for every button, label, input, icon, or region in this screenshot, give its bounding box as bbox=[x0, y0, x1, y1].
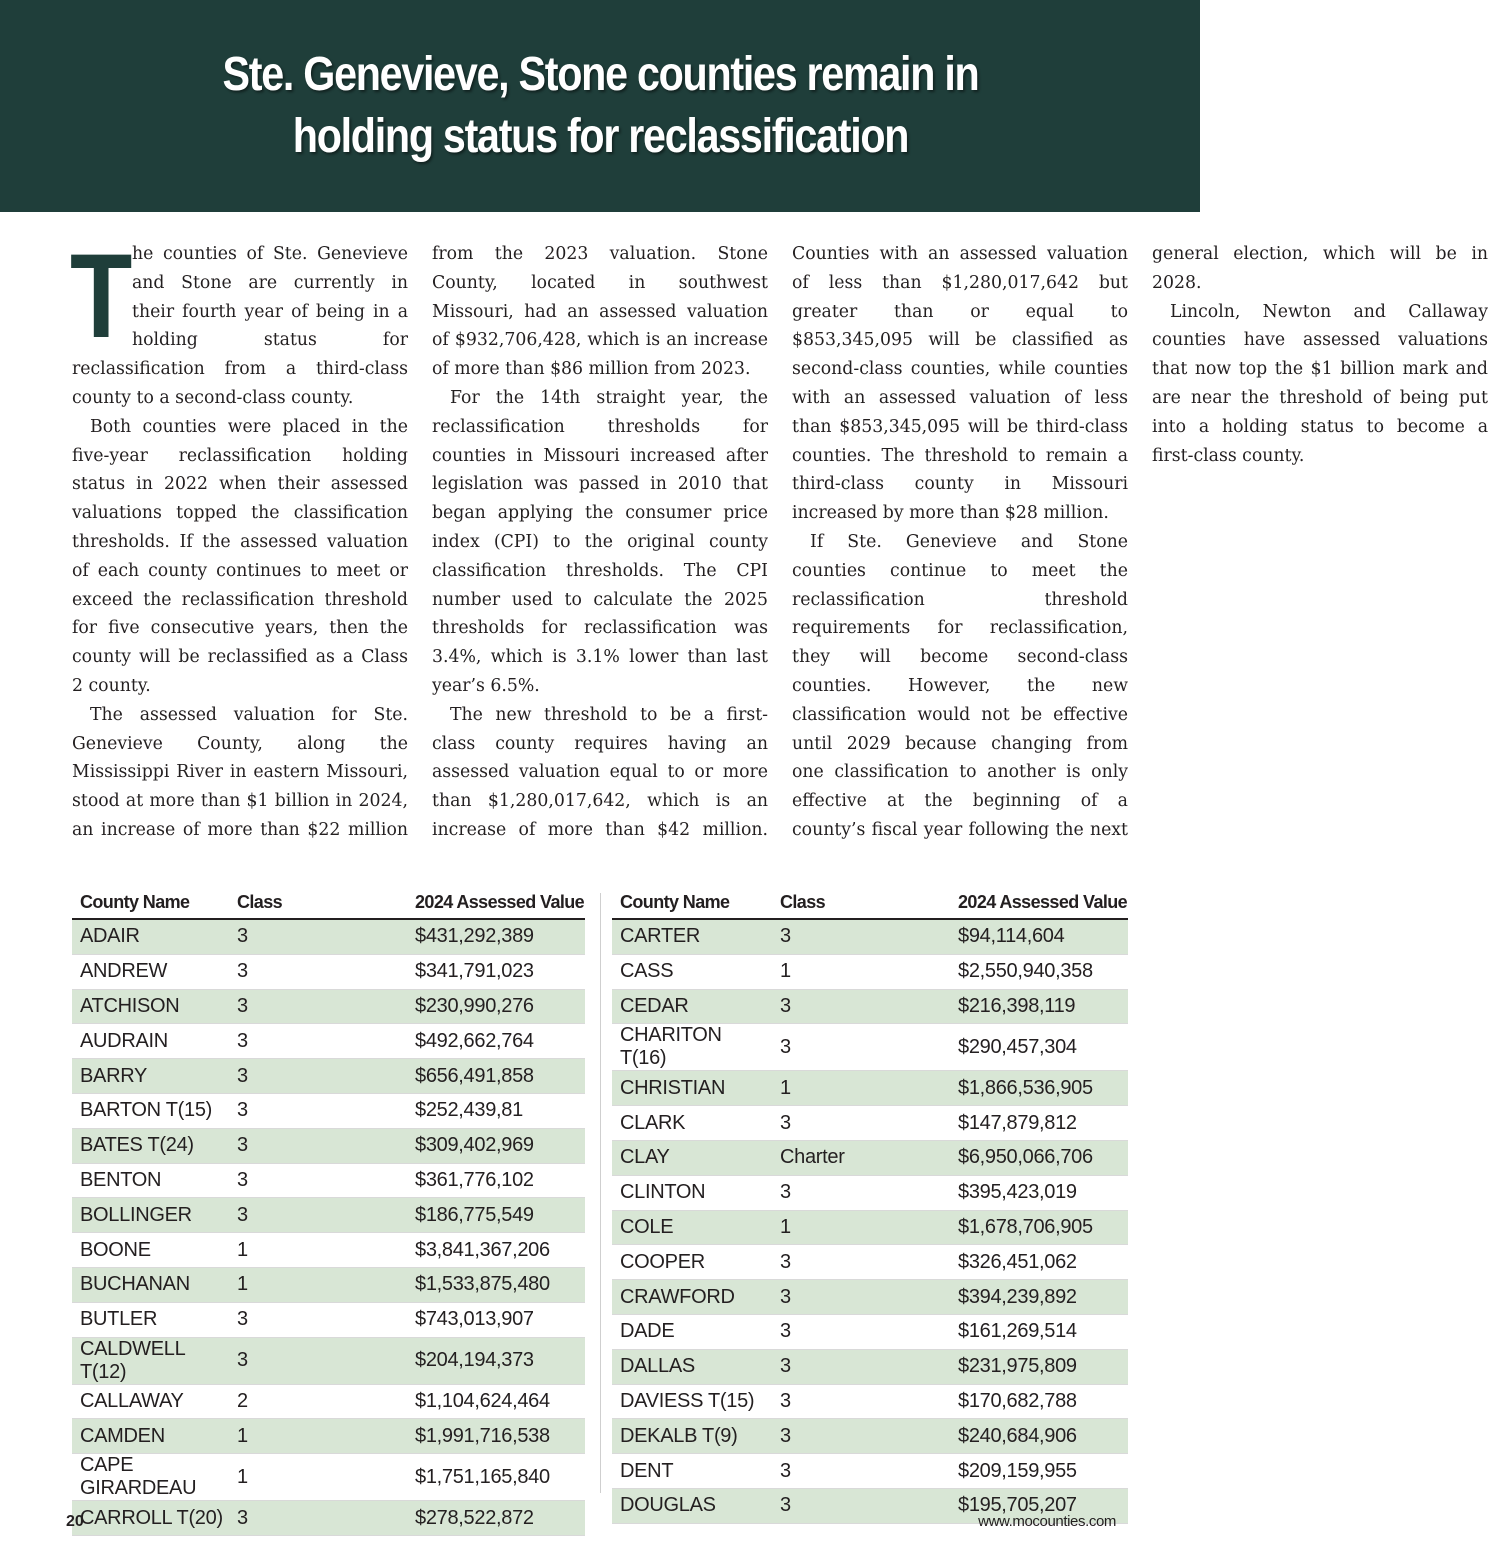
assessed-value-cell: $204,194,373 bbox=[407, 1337, 585, 1384]
class-cell: 3 bbox=[772, 1454, 950, 1489]
county-name-cell: CARTER bbox=[612, 919, 772, 954]
article-paragraph-6: If Ste. Genevieve and Stone counties continue to meet the reclassification threshold requirements for reclassification, they will become second-class counties. However, the new classification would not be effective until 2029 because changing from one classification to another is only effective at the beginning of a county’s fiscal year following the next general election, which will be in 2028. bbox=[792, 244, 1488, 840]
table-row bbox=[72, 1024, 585, 1059]
table-row bbox=[612, 1245, 1128, 1280]
county-name-cell: CAPE GIRARDEAU bbox=[72, 1454, 229, 1501]
county-name-cell: CLARK bbox=[612, 1106, 772, 1141]
county-name-cell: CASS bbox=[612, 954, 772, 989]
class-cell: 3 bbox=[229, 1198, 407, 1233]
assessed-value-cell: $170,682,788 bbox=[950, 1384, 1128, 1419]
table-row bbox=[72, 1059, 585, 1094]
table-row bbox=[612, 1419, 1128, 1454]
article-paragraph-2: Both counties were placed in the five-year reclassification holding status in 2022 when their assessed valuations topped the classification thresholds. If the assessed valuation of each county continues to meet or exceed the reclassification threshold for five consecutive years, then the county will be reclassified as a Class 2 county. bbox=[72, 416, 408, 696]
table-row bbox=[612, 1314, 1128, 1349]
table-body-left bbox=[72, 919, 585, 1535]
assessed-value-cell: $209,159,955 bbox=[950, 1454, 1128, 1489]
column-header-value: 2024 Assessed Value bbox=[950, 885, 1128, 919]
class-cell: 1 bbox=[229, 1267, 407, 1302]
table-header-row bbox=[612, 885, 1128, 919]
table-row bbox=[72, 1454, 585, 1501]
assessed-value-cell: $326,451,062 bbox=[950, 1245, 1128, 1280]
class-cell: 3 bbox=[772, 1384, 950, 1419]
county-name-cell: DOUGLAS bbox=[612, 1488, 772, 1523]
column-header-class: Class bbox=[772, 885, 950, 919]
table-row bbox=[72, 1233, 585, 1268]
column-header-value: 2024 Assessed Value bbox=[407, 885, 585, 919]
class-cell: 3 bbox=[229, 1128, 407, 1163]
page-number: 20 bbox=[66, 1513, 84, 1530]
table-row bbox=[72, 1163, 585, 1198]
county-name-cell: ANDREW bbox=[72, 954, 229, 989]
class-cell: 3 bbox=[772, 989, 950, 1024]
county-name-cell: AUDRAIN bbox=[72, 1024, 229, 1059]
class-cell: 1 bbox=[772, 954, 950, 989]
class-cell: 3 bbox=[229, 1302, 407, 1337]
table-row bbox=[612, 954, 1128, 989]
drop-cap: T bbox=[70, 229, 133, 363]
assessed-value-cell: $6,950,066,706 bbox=[950, 1140, 1128, 1175]
assessed-value-cell: $3,841,367,206 bbox=[407, 1233, 585, 1268]
assessed-value-cell: $1,533,875,480 bbox=[407, 1267, 585, 1302]
assessed-value-cell: $161,269,514 bbox=[950, 1314, 1128, 1349]
article-body bbox=[70, 229, 1488, 850]
assessed-value-cell: $1,991,716,538 bbox=[407, 1419, 585, 1454]
assessed-value-cell: $278,522,872 bbox=[407, 1501, 585, 1536]
table-row bbox=[72, 1501, 585, 1536]
assessed-value-cell: $290,457,304 bbox=[950, 1024, 1128, 1071]
table-row bbox=[612, 1280, 1128, 1315]
county-name-cell: BATES T(24) bbox=[72, 1128, 229, 1163]
assessed-value-cell: $195,705,207 bbox=[950, 1488, 1128, 1523]
county-name-cell: BUTLER bbox=[72, 1302, 229, 1337]
county-name-cell: DENT bbox=[612, 1454, 772, 1489]
county-name-cell: BARTON T(15) bbox=[72, 1093, 229, 1128]
assessed-value-cell: $395,423,019 bbox=[950, 1175, 1128, 1210]
article-paragraph-5: The new threshold to be a first-class county requires having an assessed valuation equal to or more than $1,280,017,642, which is an increase of more than $42 million. Counties with an assessed valuation of less than $1,280,017,642 but greater than or equal to $853,345,095 will be classified as second-class counties, while counties with an assessed valuation of less than $853,345,095 will be third-class counties. The threshold to remain a third-class county in Missouri increased by more than $28 million. bbox=[432, 244, 1128, 840]
article-paragraph-7: Lincoln, Newton and Callaway counties have assessed valuations that now top the $1 billion mark and are near the threshold of being put into a holding status to become a first-class county. bbox=[1152, 301, 1488, 466]
paragraph-text: he counties of Ste. Genevieve and Stone are currently in their fourth year of being in a holding status for reclassification from a third-class county to a second-class county. bbox=[72, 244, 408, 408]
column-header-county: County Name bbox=[72, 885, 229, 919]
class-cell: 3 bbox=[229, 989, 407, 1024]
table-row bbox=[72, 1419, 585, 1454]
county-name-cell: DAVIESS T(15) bbox=[612, 1384, 772, 1419]
assessed-value-cell: $341,791,023 bbox=[407, 954, 585, 989]
table-row bbox=[612, 1210, 1128, 1245]
title-line-1: Ste. Genevieve, Stone counties remain in bbox=[222, 48, 978, 101]
table-row bbox=[612, 1024, 1128, 1071]
table-row bbox=[612, 1384, 1128, 1419]
table-row bbox=[72, 1302, 585, 1337]
table-row bbox=[612, 919, 1128, 954]
assessed-value-cell: $431,292,389 bbox=[407, 919, 585, 954]
assessed-value-cell: $230,990,276 bbox=[407, 989, 585, 1024]
table-divider bbox=[600, 893, 601, 1493]
county-name-cell: CLAY bbox=[612, 1140, 772, 1175]
class-cell: 3 bbox=[229, 1093, 407, 1128]
table-row bbox=[72, 919, 585, 954]
county-name-cell: DADE bbox=[612, 1314, 772, 1349]
county-name-cell: CHRISTIAN bbox=[612, 1071, 772, 1106]
county-name-cell: CAMDEN bbox=[72, 1419, 229, 1454]
assessed-value-cell: $147,879,812 bbox=[950, 1106, 1128, 1141]
class-cell: 3 bbox=[772, 1106, 950, 1141]
county-name-cell: CLINTON bbox=[612, 1175, 772, 1210]
assessed-value-cell: $1,751,165,840 bbox=[407, 1454, 585, 1501]
assessed-value-cell: $94,114,604 bbox=[950, 919, 1128, 954]
assessed-value-cell: $1,104,624,464 bbox=[407, 1384, 585, 1419]
county-name-cell: CALDWELL T(12) bbox=[72, 1337, 229, 1384]
class-cell: 3 bbox=[229, 919, 407, 954]
county-name-cell: ADAIR bbox=[72, 919, 229, 954]
county-name-cell: CALLAWAY bbox=[72, 1384, 229, 1419]
assessed-value-cell: $231,975,809 bbox=[950, 1349, 1128, 1384]
class-cell: 1 bbox=[772, 1210, 950, 1245]
column-header-class: Class bbox=[229, 885, 407, 919]
county-name-cell: CEDAR bbox=[612, 989, 772, 1024]
table-row bbox=[72, 1198, 585, 1233]
county-name-cell: COLE bbox=[612, 1210, 772, 1245]
table-row bbox=[72, 1128, 585, 1163]
county-table-left bbox=[72, 885, 585, 1536]
class-cell: 3 bbox=[229, 1501, 407, 1536]
class-cell: 3 bbox=[772, 919, 950, 954]
table-row bbox=[612, 1454, 1128, 1489]
county-name-cell: BARRY bbox=[72, 1059, 229, 1094]
class-cell: 3 bbox=[229, 1024, 407, 1059]
article-paragraph-4: For the 14th straight year, the reclassification thresholds for counties in Missouri increased after legislation was passed in 2010 that began applying the consumer price index (CPI) to the original county classification thresholds. The CPI number used to calculate the 2025 thresholds for reclassification was 3.4%, which is 3.1% lower than last year’s 6.5%. bbox=[432, 387, 768, 696]
class-cell: 3 bbox=[772, 1245, 950, 1280]
county-table-right bbox=[612, 885, 1128, 1524]
assessed-value-cell: $1,678,706,905 bbox=[950, 1210, 1128, 1245]
class-cell: 3 bbox=[772, 1314, 950, 1349]
table-body-right bbox=[612, 919, 1128, 1523]
class-cell: 3 bbox=[229, 1059, 407, 1094]
county-name-cell: CHARITON T(16) bbox=[612, 1024, 772, 1071]
class-cell: 1 bbox=[229, 1233, 407, 1268]
county-name-cell: BOLLINGER bbox=[72, 1198, 229, 1233]
website-url: www.mocounties.com bbox=[978, 1513, 1116, 1530]
assessed-value-cell: $361,776,102 bbox=[407, 1163, 585, 1198]
assessed-value-cell: $2,550,940,358 bbox=[950, 954, 1128, 989]
class-cell: 3 bbox=[229, 954, 407, 989]
class-cell: 3 bbox=[772, 1488, 950, 1523]
class-cell: 1 bbox=[229, 1454, 407, 1501]
class-cell: 2 bbox=[229, 1384, 407, 1419]
county-name-cell: COOPER bbox=[612, 1245, 772, 1280]
table-row bbox=[612, 1175, 1128, 1210]
column-header-county: County Name bbox=[612, 885, 772, 919]
county-name-cell: BOONE bbox=[72, 1233, 229, 1268]
table-row bbox=[72, 1384, 585, 1419]
table-row bbox=[72, 1267, 585, 1302]
assessed-value-cell: $216,398,119 bbox=[950, 989, 1128, 1024]
county-name-cell: CARROLL T(20) bbox=[72, 1501, 229, 1536]
title-line-2: holding status for reclassification bbox=[292, 110, 908, 163]
class-cell: Charter bbox=[772, 1140, 950, 1175]
assessed-value-cell: $1,866,536,905 bbox=[950, 1071, 1128, 1106]
article-paragraph-1 bbox=[70, 229, 408, 413]
assessed-value-cell: $394,239,892 bbox=[950, 1280, 1128, 1315]
class-cell: 3 bbox=[772, 1024, 950, 1071]
class-cell: 3 bbox=[772, 1280, 950, 1315]
assessed-value-cell: $309,402,969 bbox=[407, 1128, 585, 1163]
article-paragraph-3: The assessed valuation for Ste. Genevieve County, along the Mississippi River in eastern Missouri, stood at more than $1 billion in 2024, an increase of more than $22 million from the 2023 valuation. Stone County, located in southwest Missouri, had an assessed valuation of $932,706,428, which is an increase of more than $86 million from 2023. bbox=[72, 244, 768, 840]
county-name-cell: CRAWFORD bbox=[612, 1280, 772, 1315]
assessed-value-cell: $743,013,907 bbox=[407, 1302, 585, 1337]
class-cell: 1 bbox=[229, 1419, 407, 1454]
county-name-cell: BUCHANAN bbox=[72, 1267, 229, 1302]
county-name-cell: DEKALB T(9) bbox=[612, 1419, 772, 1454]
assessed-value-cell: $252,439,81 bbox=[407, 1093, 585, 1128]
table-row bbox=[612, 1349, 1128, 1384]
table-row bbox=[612, 1071, 1128, 1106]
page-title bbox=[222, 44, 978, 168]
assessed-value-cell: $240,684,906 bbox=[950, 1419, 1128, 1454]
class-cell: 3 bbox=[229, 1163, 407, 1198]
title-banner bbox=[0, 0, 1200, 212]
assessed-value-cell: $492,662,764 bbox=[407, 1024, 585, 1059]
table-header-row bbox=[72, 885, 585, 919]
table-row bbox=[72, 989, 585, 1024]
county-name-cell: DALLAS bbox=[612, 1349, 772, 1384]
county-name-cell: BENTON bbox=[72, 1163, 229, 1198]
table-row bbox=[612, 1106, 1128, 1141]
class-cell: 1 bbox=[772, 1071, 950, 1106]
table-row bbox=[72, 1093, 585, 1128]
assessed-value-cell: $186,775,549 bbox=[407, 1198, 585, 1233]
county-name-cell: ATCHISON bbox=[72, 989, 229, 1024]
table-row bbox=[72, 1337, 585, 1384]
table-row bbox=[72, 954, 585, 989]
class-cell: 3 bbox=[772, 1349, 950, 1384]
class-cell: 3 bbox=[229, 1337, 407, 1384]
table-row bbox=[612, 1140, 1128, 1175]
class-cell: 3 bbox=[772, 1419, 950, 1454]
assessed-value-cell: $656,491,858 bbox=[407, 1059, 585, 1094]
class-cell: 3 bbox=[772, 1175, 950, 1210]
table-row bbox=[612, 989, 1128, 1024]
